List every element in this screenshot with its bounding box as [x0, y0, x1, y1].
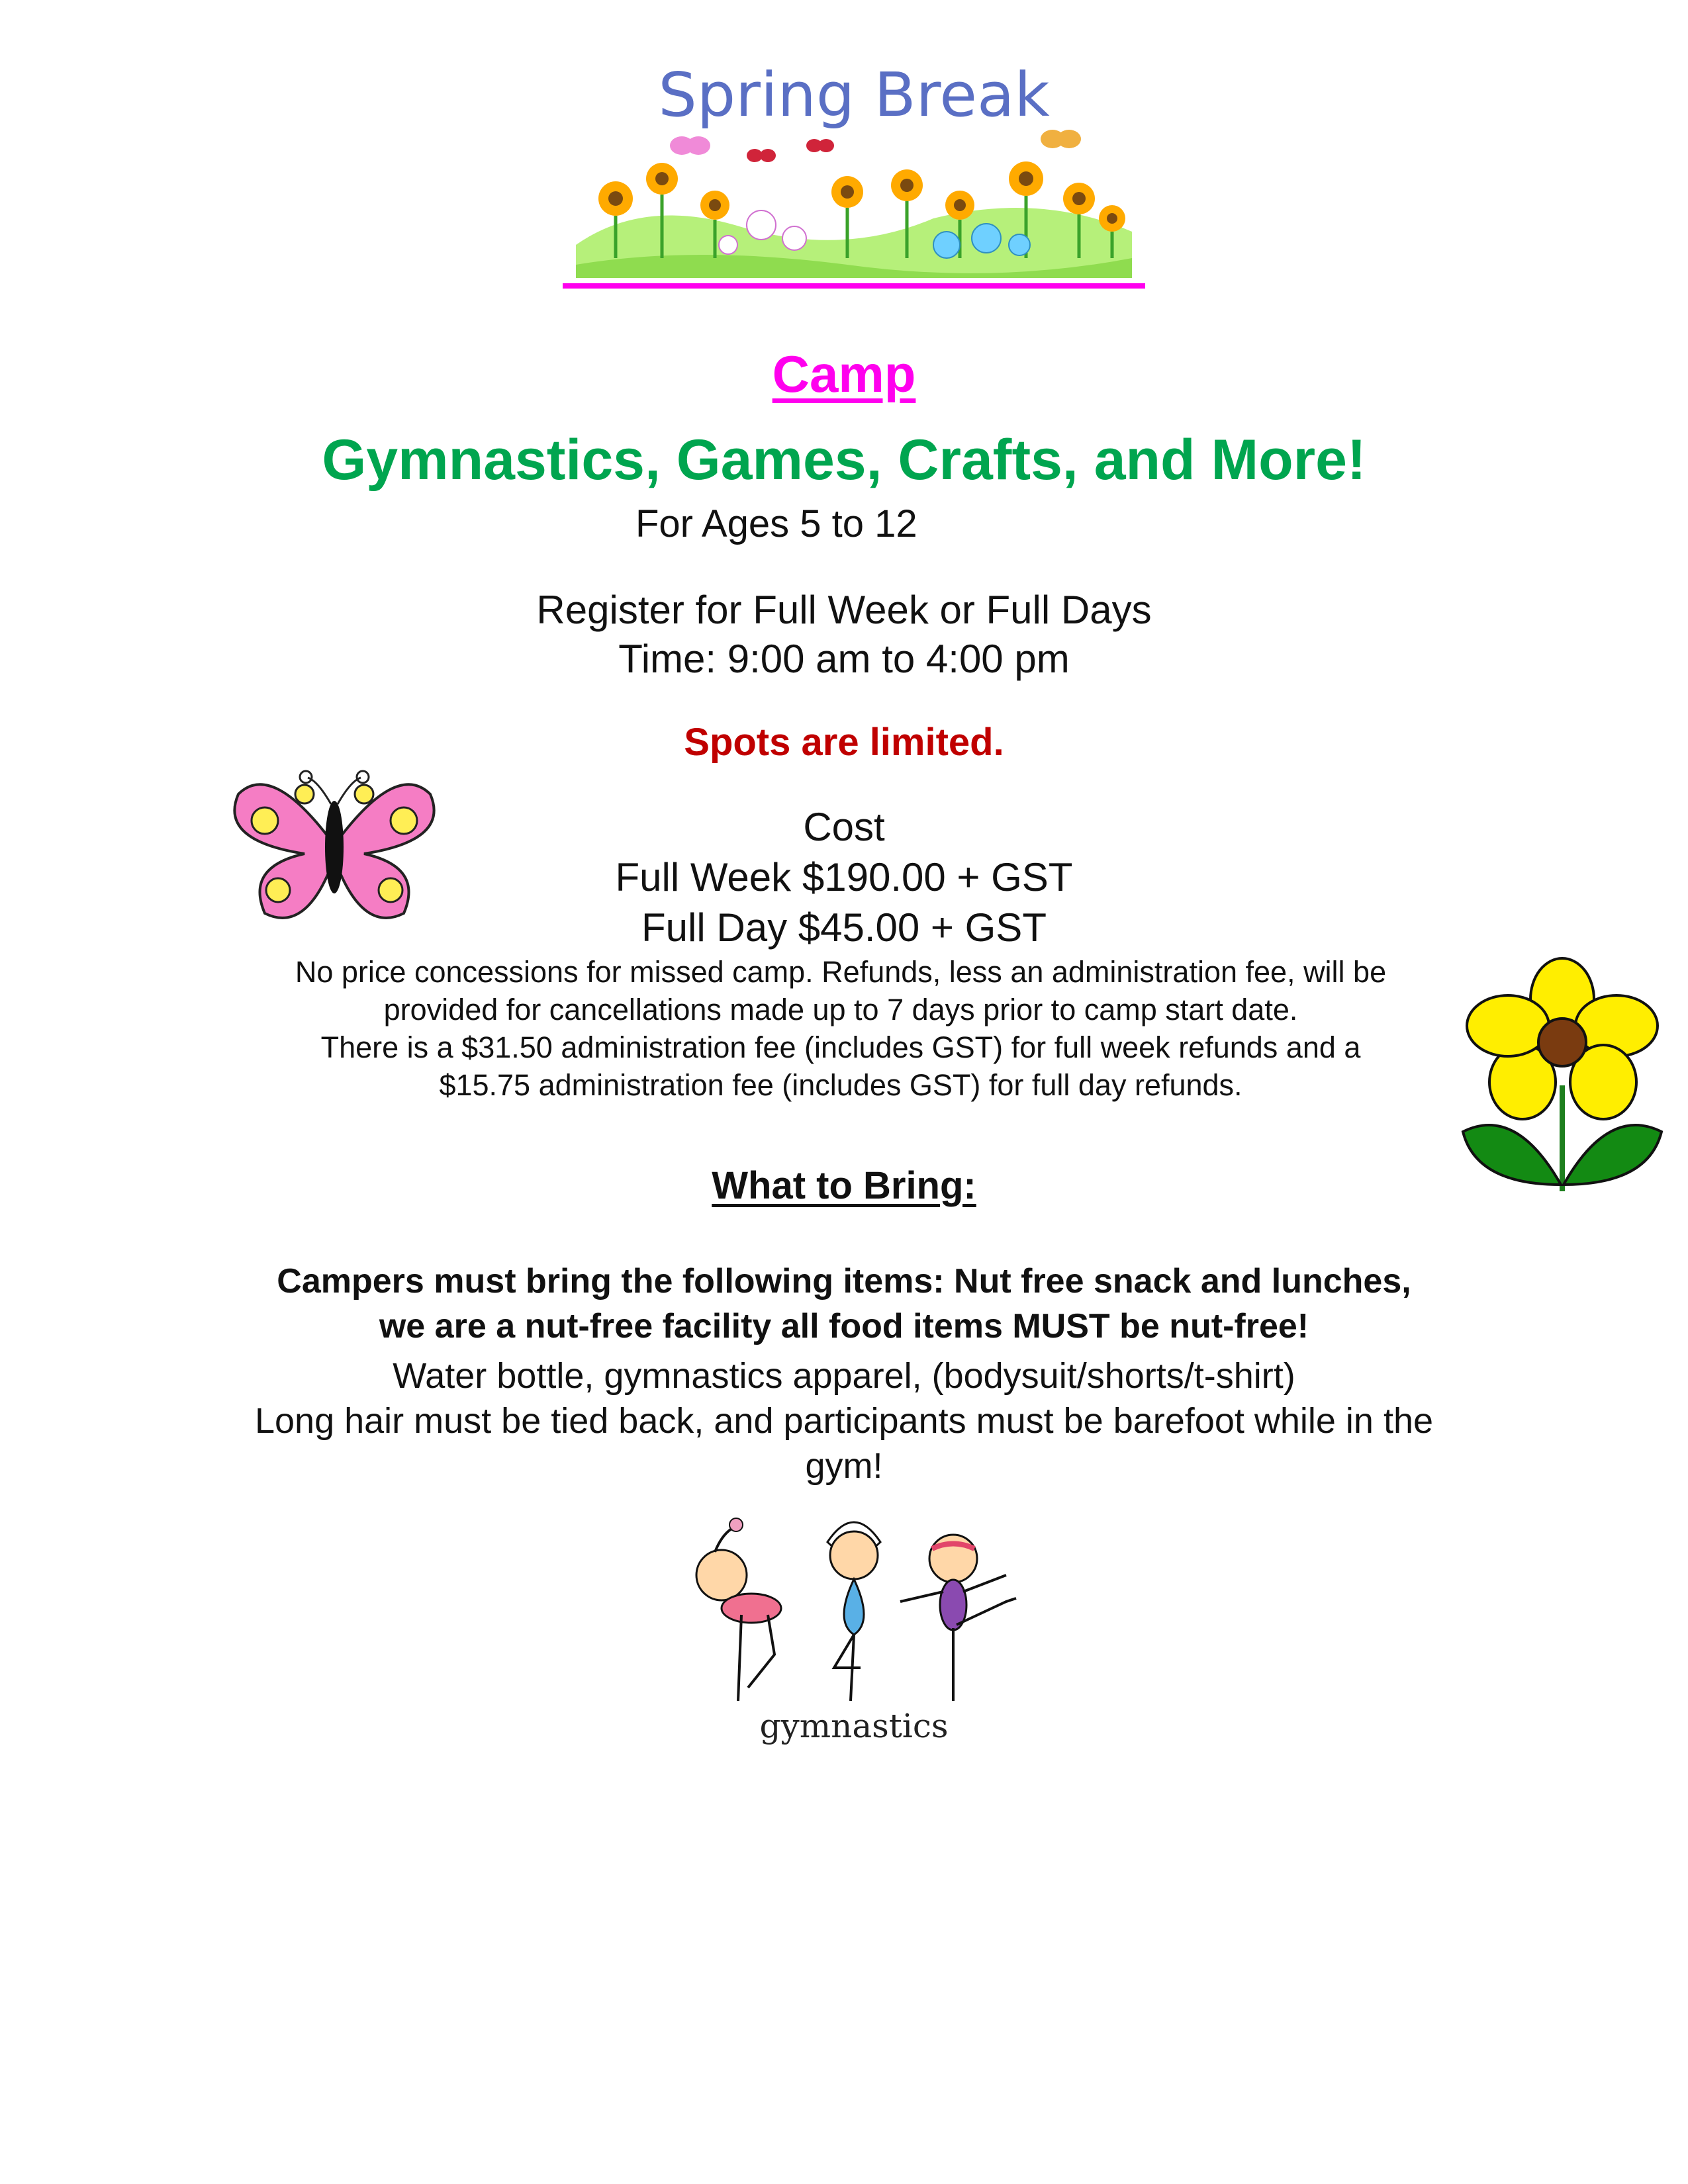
bring-bold-line: Campers must bring the following items: Nut free snack and lunches, — [277, 1262, 1411, 1300]
bring-bold-text — [152, 1259, 1536, 1349]
logo-title: Spring Break — [658, 60, 1050, 130]
page-title: Camp — [772, 345, 916, 403]
policy-line: There is a $31.50 administration fee (includes GST) for full week refunds and a — [320, 1030, 1361, 1064]
spring-break-logo — [563, 46, 1145, 304]
bring-line: Long hair must be tied back, and participants must be barefoot while in the — [254, 1401, 1434, 1441]
spots-notice: Spots are limited. — [684, 721, 1004, 764]
gym-caption: gymnastics — [759, 1707, 949, 1745]
cost-section — [0, 802, 1688, 953]
what-to-bring-heading: What to Bring: — [712, 1164, 976, 1207]
time-line: Time: 9:00 am to 4:00 pm — [618, 637, 1070, 681]
bring-line: gym! — [805, 1446, 883, 1486]
cost-heading: Cost — [803, 805, 885, 849]
policy-line: $15.75 administration fee (includes GST) for full day refunds. — [439, 1068, 1243, 1102]
bring-bold-line: we are a nut-free facility all food items MUST be nut-free! — [379, 1307, 1309, 1345]
ages-text: For Ages 5 to 12 — [635, 502, 917, 545]
refund-policy — [218, 953, 1463, 1104]
cost-full-day: Full Day $45.00 + GST — [641, 905, 1047, 950]
policy-line: No price concessions for missed camp. Refunds, less an administration fee, will be — [295, 955, 1387, 989]
register-info — [0, 586, 1688, 684]
policy-line: provided for cancellations made up to 7 days prior to camp start date. — [383, 993, 1298, 1026]
logo-underline — [563, 283, 1145, 289]
gymnasts-icon — [675, 1502, 1033, 1754]
subtitle: Gymnastics, Games, Crafts, and More! — [322, 428, 1366, 492]
bring-text — [172, 1353, 1516, 1488]
bring-line: Water bottle, gymnastics apparel, (bodysuit/shorts/t-shirt) — [393, 1356, 1295, 1396]
cost-full-week: Full Week $190.00 + GST — [615, 855, 1073, 899]
register-line: Register for Full Week or Full Days — [536, 588, 1152, 632]
